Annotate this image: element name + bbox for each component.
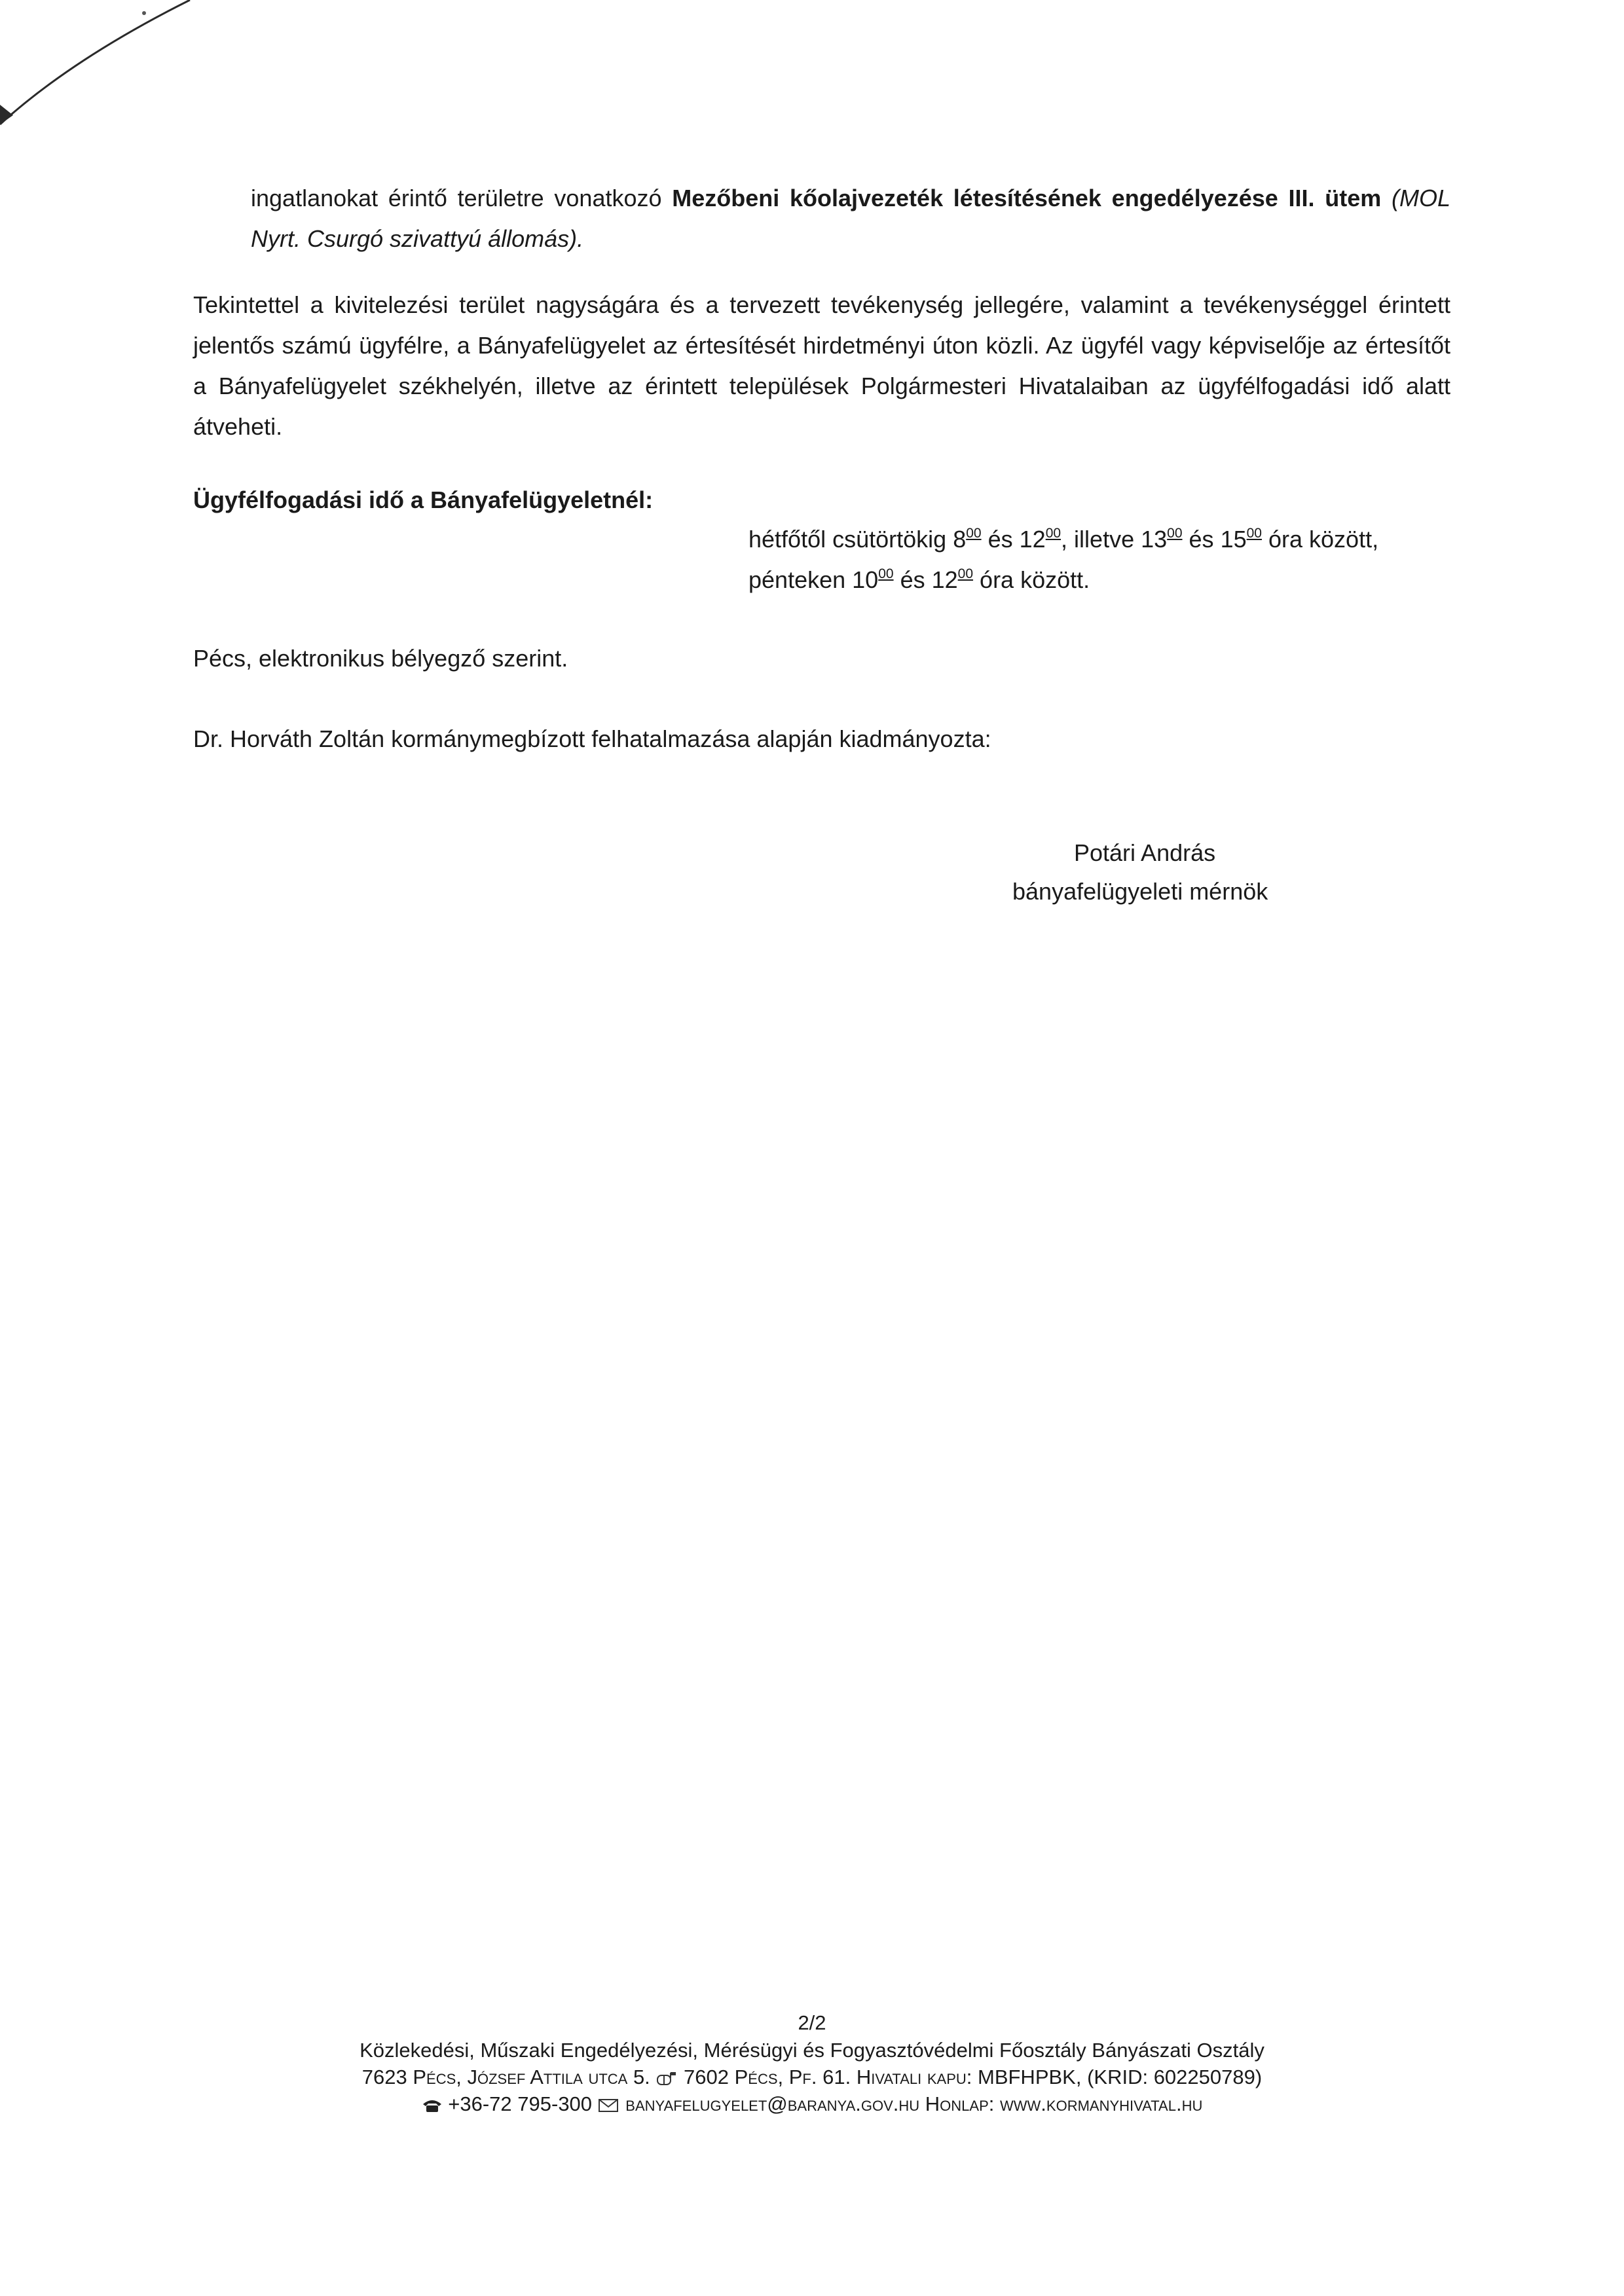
friday-time-1-min: 00 <box>878 566 894 581</box>
weekday-time-1-hour: 8 <box>953 526 967 553</box>
office-hours-heading: Ügyfélfogadási idő a Bányafelügyeletnél: <box>193 486 654 513</box>
authority-line: Dr. Horváth Zoltán kormánymegbízott felhatalmazása alapján kiadmányozta: <box>193 725 991 752</box>
weekday-and-1: és <box>987 526 1013 553</box>
office-hours-friday <box>748 560 1090 600</box>
page-number: 2/2 <box>798 2011 826 2034</box>
weekday-tail: óra között, <box>1268 526 1379 553</box>
weekday-time-3-min: 00 <box>1167 526 1183 541</box>
footer-gateway-label: Hivatali kapu: <box>856 2066 972 2088</box>
place-and-date: Pécs, elektronikus bélyegző szerint. <box>193 645 568 672</box>
friday-time-1-hour: 10 <box>852 566 879 593</box>
weekday-time-2-min: 00 <box>1045 526 1061 541</box>
envelope-icon <box>598 2098 620 2113</box>
friday-and: és <box>900 566 925 593</box>
weekday-time-1-min: 00 <box>966 526 982 541</box>
footer-website-label: Honlap: <box>925 2092 995 2115</box>
weekday-time-3-hour: 13 <box>1141 526 1168 553</box>
folded-corner-mark <box>0 0 210 144</box>
subject-bold-title: Mezőbeni kőolajvezeték létesítésének engedélyezése III. ütem <box>672 185 1382 211</box>
weekday-separator: , illetve <box>1061 526 1135 553</box>
signer-title: bányafelügyeleti mérnök <box>1012 878 1268 905</box>
footer-phone: +36-72 795-300 <box>448 2092 593 2115</box>
friday-time-2-min: 00 <box>957 566 974 581</box>
notice-paragraph: Tekintettel a kivitelezési terület nagyságára és a tervezett tevékenység jellegére, valamint a tevékenységgel érintett jelentős számú ügyfélre, a Bányafelügyelet az értesítését hirdetményi úton közli. Az ügyfél vagy képviselője az értesítőt a Bányafelügyelet székhelyén, illetve az érintett települések Polgármesteri Hivatalaiban az ügyfélfogadási idő alatt átveheti. <box>193 291 1450 440</box>
subject-italic-note: (MOL Nyrt. Csurgó szivattyú állomás). <box>251 185 1450 252</box>
office-hours-weekday <box>748 519 1378 560</box>
footer-department: Közlekedési, Műszaki Engedélyezési, Mérésügyi és Fogyasztóvédelmi Főosztály Bányászati Osztály <box>360 2039 1264 2062</box>
telephone-icon <box>422 2098 443 2113</box>
weekday-time-4-hour: 15 <box>1220 526 1247 553</box>
footer-email[interactable]: banyafelugyelet@baranya.gov.hu <box>625 2092 920 2115</box>
friday-days: pénteken <box>748 566 846 593</box>
subject-continuation <box>251 178 1450 259</box>
weekday-time-2-hour: 12 <box>1019 526 1046 553</box>
weekday-and-2: és <box>1189 526 1214 553</box>
weekday-time-4-min: 00 <box>1246 526 1262 541</box>
footer-address: 7623 Pécs, József Attila utca 5. <box>361 2066 650 2088</box>
footer-gateway: MBFHPBK, (KRID: 602250789) <box>978 2066 1263 2088</box>
footer-address-line <box>157 2064 1467 2090</box>
friday-tail: óra között. <box>980 566 1090 593</box>
subject-text: ingatlanokat érintő területre vonatkozó <box>251 185 673 211</box>
friday-time-2-hour: 12 <box>931 566 958 593</box>
weekday-days: hétfőtől csütörtökig <box>748 526 947 553</box>
footer-contact-line <box>157 2091 1467 2117</box>
footer-po-box: 7602 Pécs, Pf. 61. <box>684 2066 851 2088</box>
signer-name: Potári András <box>1074 839 1216 866</box>
mailbox-icon <box>655 2070 678 2087</box>
footer-website[interactable]: www.kormanyhivatal.hu <box>1000 2092 1203 2115</box>
